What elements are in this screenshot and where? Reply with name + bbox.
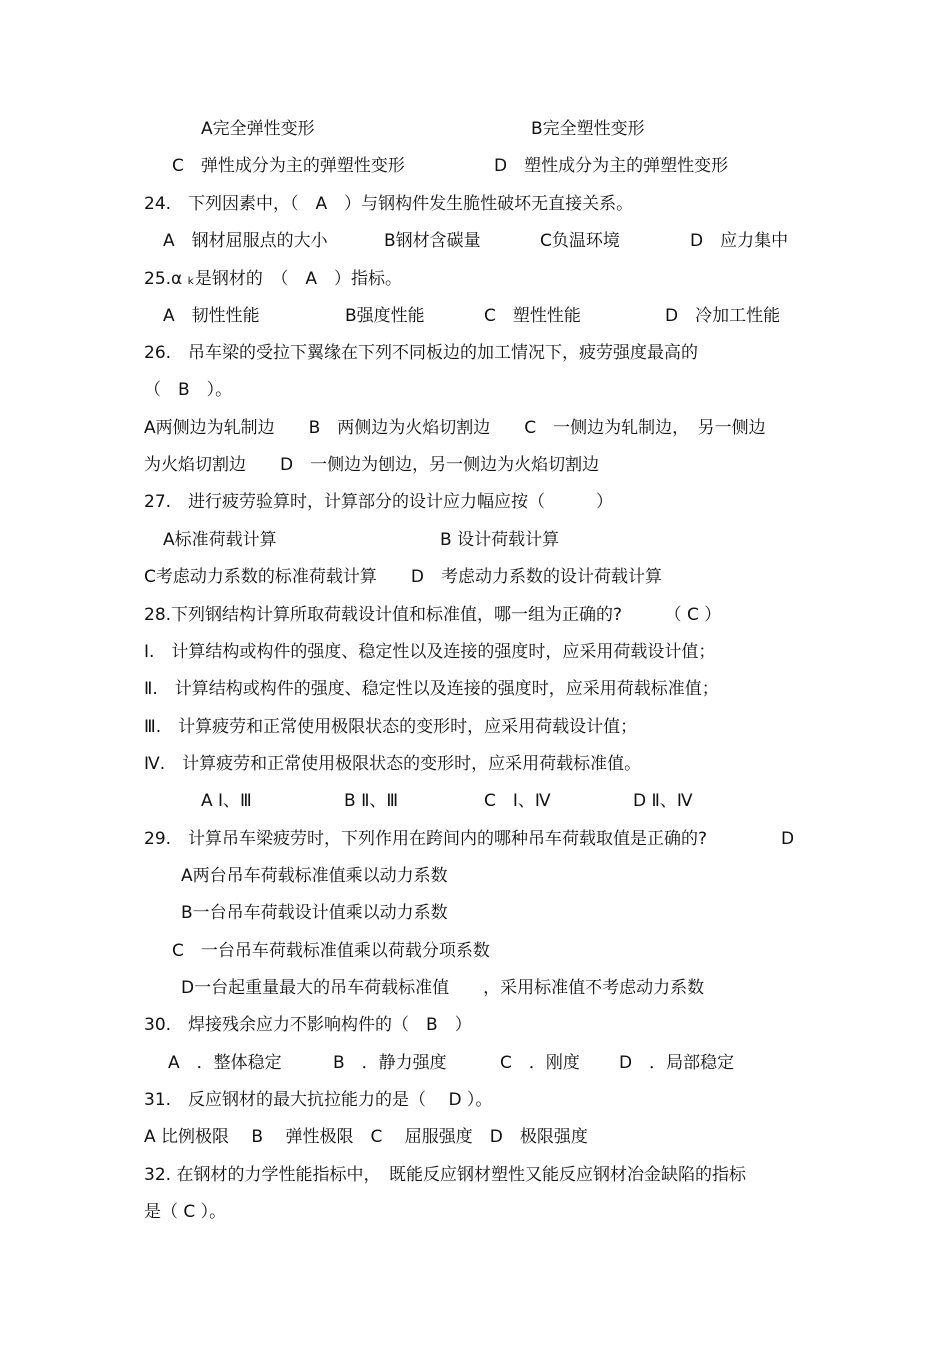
q29-answer: D <box>781 829 795 849</box>
q29-option-b: B一台吊车荷载设计值乘以动力系数 <box>181 903 448 923</box>
q24-option-d: D 应力集中 <box>690 231 789 251</box>
q28-statement-iv: Ⅳ. 计算疲劳和正常使用极限状态的变形时，应采用荷载标准值。 <box>144 754 642 774</box>
q30-option-d: D ．局部稳定 <box>619 1053 735 1073</box>
q29-option-d: D一台起重量最大的吊车荷载标准值 ，采用标准值不考虑动力系数 <box>181 978 705 998</box>
q24-option-a: A 钢材屈服点的大小 <box>163 231 328 251</box>
q24-option-c: C负温环境 <box>540 231 620 251</box>
q25-option-a: A 韧性性能 <box>163 306 260 326</box>
q23-option-a: A完全弹性变形 <box>201 119 315 139</box>
q28-stem: 28.下列钢结构计算所取荷载设计值和标准值，哪一组为正确的? （ C ） <box>144 605 722 625</box>
q25-option-b: B强度性能 <box>345 306 425 326</box>
q23-option-d: D 塑性成分为主的弹塑性变形 <box>494 156 729 176</box>
q27-options-cd: C考虑动力系数的标准荷载计算 D 考虑动力系数的设计荷载计算 <box>144 567 662 587</box>
q28-option-c: C Ⅰ、Ⅳ <box>484 791 551 811</box>
q30-stem: 30. 焊接残余应力不影响构件的（ B ） <box>144 1015 472 1035</box>
q27-stem: 27. 进行疲劳验算时，计算部分的设计应力幅应按（ ） <box>144 492 614 512</box>
q25-option-d: D 冷加工性能 <box>665 306 781 326</box>
q24-stem: 24. 下列因素中，（ A ）与钢构件发生脆性破坏无直接关系。 <box>144 194 634 214</box>
q23-option-b: B完全塑性变形 <box>531 119 645 139</box>
q30-option-b: B ．静力强度 <box>333 1053 447 1073</box>
q28-statement-ii: Ⅱ. 计算结构或构件的强度、稳定性以及连接的强度时，应采用荷载标准值； <box>144 679 719 699</box>
q24-option-b: B钢材含碳量 <box>384 231 481 251</box>
q28-statement-iii: Ⅲ. 计算疲劳和正常使用极限状态的变形时，应采用荷载设计值； <box>144 717 638 737</box>
q27-option-a: A标准荷载计算 <box>163 530 277 550</box>
q32-stem-line2: 是（ C ）。 <box>144 1202 227 1222</box>
q25-option-c: C 塑性性能 <box>484 306 581 326</box>
q26-stem-line2: （ B ）。 <box>144 380 233 400</box>
q32-stem-line1: 32. 在钢材的力学性能指标中， 既能反应钢材塑性又能反应钢材冶金缺陷的指标 <box>144 1165 746 1185</box>
q26-options-line1: A两侧边为轧制边 B 两侧边为火焰切割边 C 一侧边为轧制边， 另一侧边 <box>144 418 766 438</box>
q28-option-a: A Ⅰ、Ⅲ <box>201 791 252 811</box>
q28-option-d: D Ⅱ、Ⅳ <box>633 791 693 811</box>
q26-options-line2: 为火焰切割边 D 一侧边为刨边，另一侧边为火焰切割边 <box>144 455 600 475</box>
q23-option-c: C 弹性成分为主的弹塑性变形 <box>172 156 405 176</box>
q31-stem: 31. 反应钢材的最大抗拉能力的是（ D ）。 <box>144 1090 493 1110</box>
q30-option-a: A ．整体稳定 <box>168 1053 282 1073</box>
q30-option-c: C ．刚度 <box>500 1053 580 1073</box>
q25-stem: 25.α ₖ是钢材的 （ A ）指标。 <box>144 269 403 289</box>
q28-statement-i: Ⅰ. 计算结构或构件的强度、稳定性以及连接的强度时，应采用荷载设计值； <box>144 642 716 662</box>
q29-option-a: A两台吊车荷载标准值乘以动力系数 <box>181 866 448 886</box>
q29-stem: 29. 计算吊车梁疲劳时，下列作用在跨间内的哪种吊车荷载取值是正确的? <box>144 829 708 849</box>
q29-option-c: C 一台吊车荷载标准值乘以荷载分项系数 <box>172 941 490 961</box>
q26-stem-line1: 26. 吊车梁的受拉下翼缘在下列不同板边的加工情况下，疲劳强度最高的 <box>144 343 699 363</box>
q31-options: A 比例极限 B 弹性极限 C 屈服强度 D 极限强度 <box>144 1127 588 1147</box>
q28-option-b: B Ⅱ、Ⅲ <box>344 791 399 811</box>
q27-option-b: B 设计荷载计算 <box>440 530 560 550</box>
